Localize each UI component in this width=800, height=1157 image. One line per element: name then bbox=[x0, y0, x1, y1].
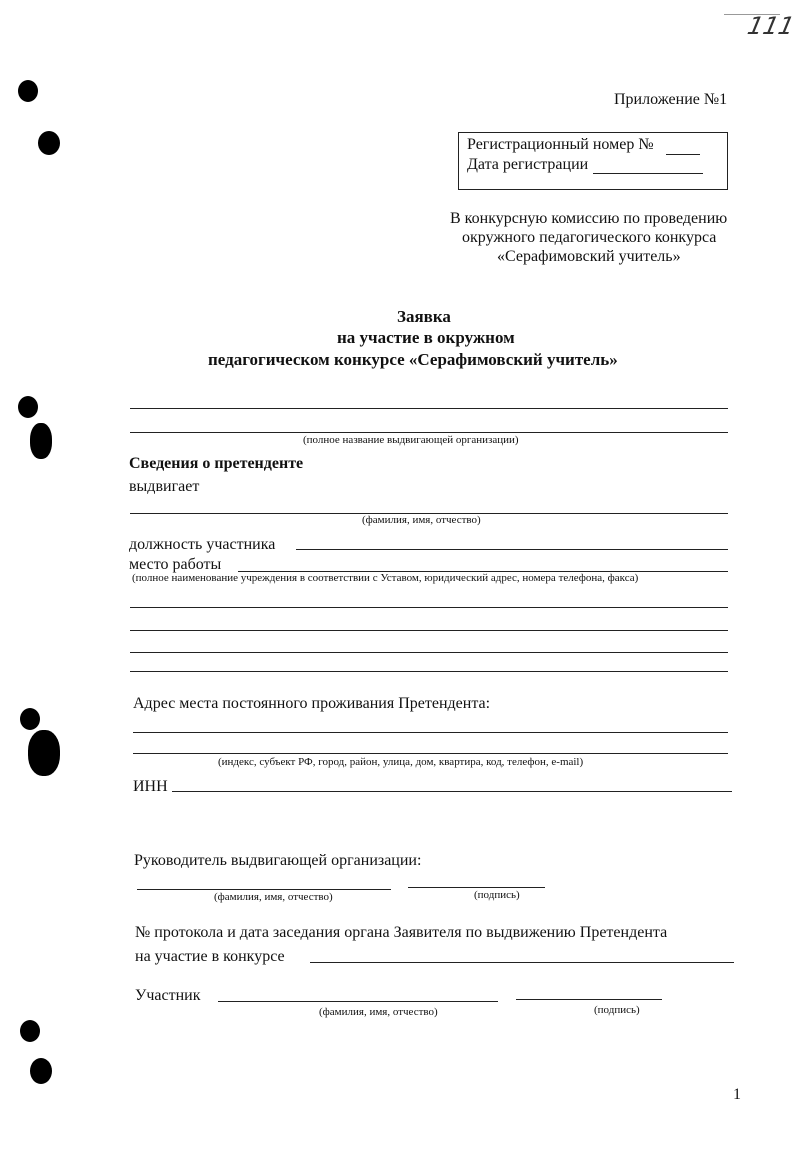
page-mark-underline bbox=[724, 14, 780, 15]
head-fio-caption: (фамилия, имя, отчество) bbox=[214, 891, 333, 903]
inn-label: ИНН bbox=[133, 778, 168, 795]
addressee-line: «Серафимовский учитель» bbox=[497, 248, 681, 265]
registration-number-label: Регистрационный номер № bbox=[467, 136, 654, 153]
participant-fio-caption: (фамилия, имя, отчество) bbox=[319, 1006, 438, 1018]
position-field[interactable] bbox=[296, 549, 728, 550]
registration-number-field[interactable] bbox=[666, 154, 700, 155]
appendix-label: Приложение №1 bbox=[614, 91, 728, 108]
address-label: Адрес места постоянного проживания Претендента: bbox=[133, 695, 491, 712]
organization-caption: (полное название выдвигающей организации) bbox=[303, 434, 519, 446]
handwritten-page-mark: 111 bbox=[745, 12, 797, 40]
head-signature-caption: (подпись) bbox=[474, 889, 520, 901]
organization-field[interactable] bbox=[130, 408, 728, 409]
punch-hole bbox=[20, 1020, 40, 1042]
workplace-extra-field[interactable] bbox=[130, 671, 728, 672]
punch-hole bbox=[28, 730, 60, 776]
punch-hole bbox=[30, 1058, 52, 1084]
section-heading: Сведения о претенденте bbox=[129, 455, 304, 472]
punch-hole bbox=[18, 396, 38, 418]
page-number: 1 bbox=[733, 1086, 741, 1103]
addressee-line: окружного педагогического конкурса bbox=[462, 229, 717, 246]
workplace-extra-field[interactable] bbox=[130, 607, 728, 608]
registration-date-field[interactable] bbox=[593, 173, 703, 174]
nominates-label: выдвигает bbox=[129, 478, 200, 495]
form-subtitle: на участие в окружном bbox=[337, 328, 515, 347]
head-signature-field[interactable] bbox=[408, 887, 545, 888]
punch-hole bbox=[20, 708, 40, 730]
protocol-label-continued: на участие в конкурсе bbox=[135, 948, 285, 965]
address-field[interactable] bbox=[133, 732, 728, 733]
participant-signature-caption: (подпись) bbox=[594, 1004, 640, 1016]
nominee-fio-caption: (фамилия, имя, отчество) bbox=[362, 514, 481, 526]
registration-box bbox=[458, 132, 728, 190]
participant-fio-field[interactable] bbox=[218, 1001, 498, 1002]
workplace-label: место работы bbox=[129, 556, 222, 573]
punch-hole bbox=[38, 131, 60, 155]
registration-date-label: Дата регистрации bbox=[467, 156, 589, 173]
workplace-caption: (полное наименование учреждения в соответствии с Уставом, юридический адрес, номера телефона, факса) bbox=[132, 572, 639, 584]
address-caption: (индекс, субъект РФ, город, район, улица, дом, квартира, код, телефон, e-mail) bbox=[218, 756, 584, 768]
participant-signature-field[interactable] bbox=[516, 999, 662, 1000]
form-subtitle: педагогическом конкурсе «Серафимовский учитель» bbox=[208, 350, 618, 369]
punch-hole bbox=[30, 423, 52, 459]
workplace-extra-field[interactable] bbox=[130, 630, 728, 631]
form-title: Заявка bbox=[397, 307, 451, 326]
participant-label: Участник bbox=[135, 987, 201, 1004]
organization-field[interactable] bbox=[130, 432, 728, 433]
workplace-extra-field[interactable] bbox=[130, 652, 728, 653]
address-field[interactable] bbox=[133, 753, 728, 754]
punch-hole bbox=[18, 80, 38, 102]
protocol-field[interactable] bbox=[310, 962, 734, 963]
position-label: должность участника bbox=[129, 536, 276, 553]
protocol-label: № протокола и дата заседания органа Заявителя по выдвижению Претендента bbox=[135, 924, 668, 941]
head-label: Руководитель выдвигающей организации: bbox=[134, 852, 422, 869]
head-fio-field[interactable] bbox=[137, 889, 391, 890]
addressee-line: В конкурсную комиссию по проведению bbox=[450, 210, 728, 227]
inn-field[interactable] bbox=[172, 791, 732, 792]
